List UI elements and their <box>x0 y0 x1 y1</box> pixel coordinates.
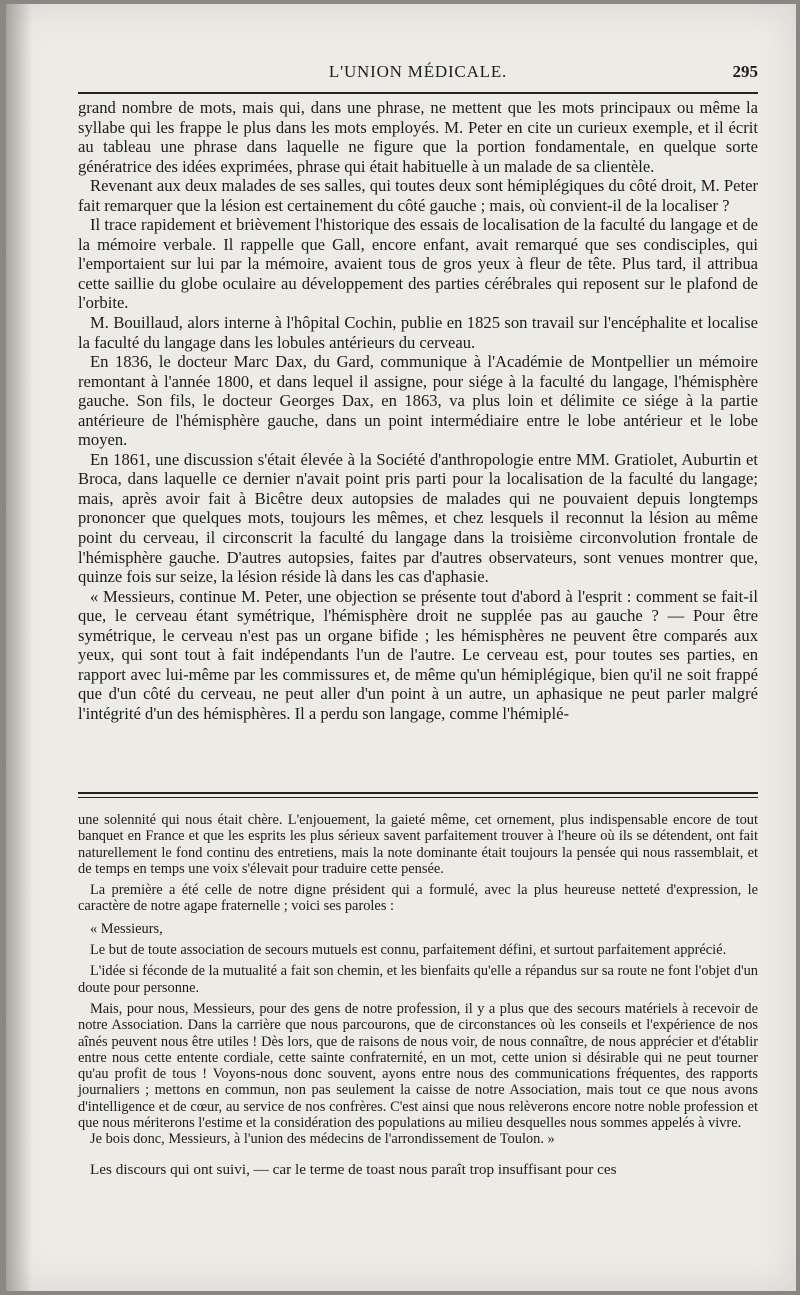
feuilleton-announce: La première a été celle de notre digne président qui a formulé, avec la plus heureuse netteté d'expression, le caractère de notre agape fraternelle ; voici ses paroles : <box>78 882 758 915</box>
feuilleton-separator <box>78 792 758 794</box>
feuilleton-intro: une solennité qui nous était chère. L'enjouement, la gaieté même, cet ornement, plus indispensable encore de tout banquet en France et que les esprits les plus sérieux savent parfaitement trouver à l'heure où ils se détendent, ont fait naturellement le fond continu des entretiens, mais la note dominante était toujours la pensée qui nous rassemblait, et de temps en temps une voix s'élevait pour traduire cette pensée. <box>78 812 758 877</box>
article-paragraph: grand nombre de mots, mais qui, dans une phrase, ne mettent que les mots principaux ou même la syllabe qui les frappe le plus dans les mots employés. M. Peter en cite un curieux exemple, et il écrit au tableau une phrase dans laquelle ne figure que la portion fondamentale, en quelque sorte génératrice des idées exprimées, phrase qui était habituelle à un malade de sa clientèle. <box>78 98 758 176</box>
article-paragraph: M. Bouillaud, alors interne à l'hôpital Cochin, publie en 1825 son travail sur l'encéphalite et localise la faculté du langage dans les lobules antérieurs du cerveau. <box>78 313 758 352</box>
speech-salutation: « Messieurs, <box>90 920 163 937</box>
feuilleton-section <box>78 812 758 1183</box>
article-paragraph: « Messieurs, continue M. Peter, une objection se présente tout d'abord à l'esprit : comment se fait-il que, le cerveau étant symétrique, l'hémisphère droit ne supplée pas au gauche ? — Pour être symétrique, le cerveau n'est pas un organe bifide ; les hémisphères ne peuvent être comparés aux yeux, qui sont tout à fait indépendants l'un de l'autre. Le cerveau est, pour toutes ses parties, en rapport avec lui-même par les commissures et, de même qu'un hémiplégique, bien qu'il ne soit frappé que d'un côté du cerveau, ne peut aller d'un point à un autre, un aphasique ne peut parler malgré l'intégrité d'un des hémisphères. Il a perdu son langage, comme l'hémiplé- <box>78 586 758 723</box>
article-paragraph: Il trace rapidement et brièvement l'historique des essais de localisation de la faculté du langage et de la mémoire verbale. Il rappelle que Gall, encore enfant, avait remarqué que ses condisciples, qui l'emportaient sur lui par la mémoire, avaient tous de gros yeux à fleur de tête. Plus tard, il attribua cette saillie du globe oculaire au développement des parties cérébrales qui reposent sur le plafond de l'orbite. <box>78 215 758 313</box>
article-paragraph: En 1836, le docteur Marc Dax, du Gard, communique à l'Académie de Montpellier un mémoire remontant à l'année 1800, et dans lequel il assigne, pour siége à la faculté du langage, l'hémisphère gauche. Son fils, le docteur Georges Dax, en 1863, va plus loin et délimite ce siége à la partie antérieure de l'hémisphère gauche, dans un point intermédiaire entre le lobe antérieur et le lobe moyen. <box>78 352 758 450</box>
feuilleton-closing: Les discours qui ont suivi, — car le terme de toast nous paraît trop insuffisant pour ces <box>90 1160 617 1178</box>
speech-paragraph: Le but de toute association de secours mutuels est connu, parfaitement défini, et surtout parfaitement apprécié. <box>90 942 727 959</box>
speech-paragraph: Je bois donc, Messieurs, à l'union des médecins de l'arrondissement de Toulon. » <box>90 1131 555 1148</box>
running-header <box>78 62 758 86</box>
article-paragraph: Revenant aux deux malades de ses salles, qui toutes deux sont hémiplégiques du côté droit, M. Peter fait remarquer que la lésion est certainement du côté gauche ; mais, où convient-il de la localiser ? <box>78 176 758 215</box>
running-title: L'UNION MÉDICALE. <box>328 62 508 81</box>
article-paragraph: En 1861, une discussion s'était élevée à la Société d'anthropologie entre MM. Gratiolet, Auburtin et Broca, dans laquelle ce dernier n'avait point pris parti pour la localisation de la faculté du langage; mais, après avoir fait à Bicêtre deux autopsies de malades qui ne pouvaient depuis longtemps prononcer que quelques mots, toujours les mêmes, et chez lesquels il reconnut la lésion au même point du cerveau, il circonscrit la faculté du langage dans la troisième circonvolution frontale de l'hémisphère gauche. D'autres autopsies, faites par d'autres observateurs, sont venues montrer que, quinze fois sur seize, la lésion réside là dans les cas d'aphasie. <box>78 449 758 587</box>
feuilleton-separator-thin <box>78 797 758 798</box>
speech-paragraph: L'idée si féconde de la mutualité a fait son chemin, et les bienfaits qu'elle a répandus sur sa route ne font l'objet d'un doute pour personne. <box>78 963 758 996</box>
article-body <box>78 98 758 724</box>
page-number: 295 <box>732 62 758 81</box>
header-rule <box>78 92 758 94</box>
speech-paragraph: Mais, pour nous, Messieurs, pour des gens de notre profession, il y a plus que des secours matériels à recevoir de notre Association. Dans la carrière que nous parcourons, que de circonstances où les conseils et l'expérience de nos aînés peuvent nous être utiles ! Dès lors, que de raisons de nous voir, de nous connaître, de nous apprécier et d'établir entre nous cette entente cordiale, cette sainte confraternité, en un mot, cette union si désirable qui ne peut tourner qu'au profit de tous ! Voyons-nous donc souvent, ayons entre nous des communications fréquentes, des rapports journaliers ; mettons en commun, non pas seulement la caisse de notre Association, mais tout ce que nous avons d'intelligence et de cœur, au service de nos confrères. C'est ainsi que nous relèverons encore notre noble profession et que nous mériterons l'estime et la considération des populations au milieu desquelles nous sommes appelés à vivre. <box>78 1000 758 1132</box>
